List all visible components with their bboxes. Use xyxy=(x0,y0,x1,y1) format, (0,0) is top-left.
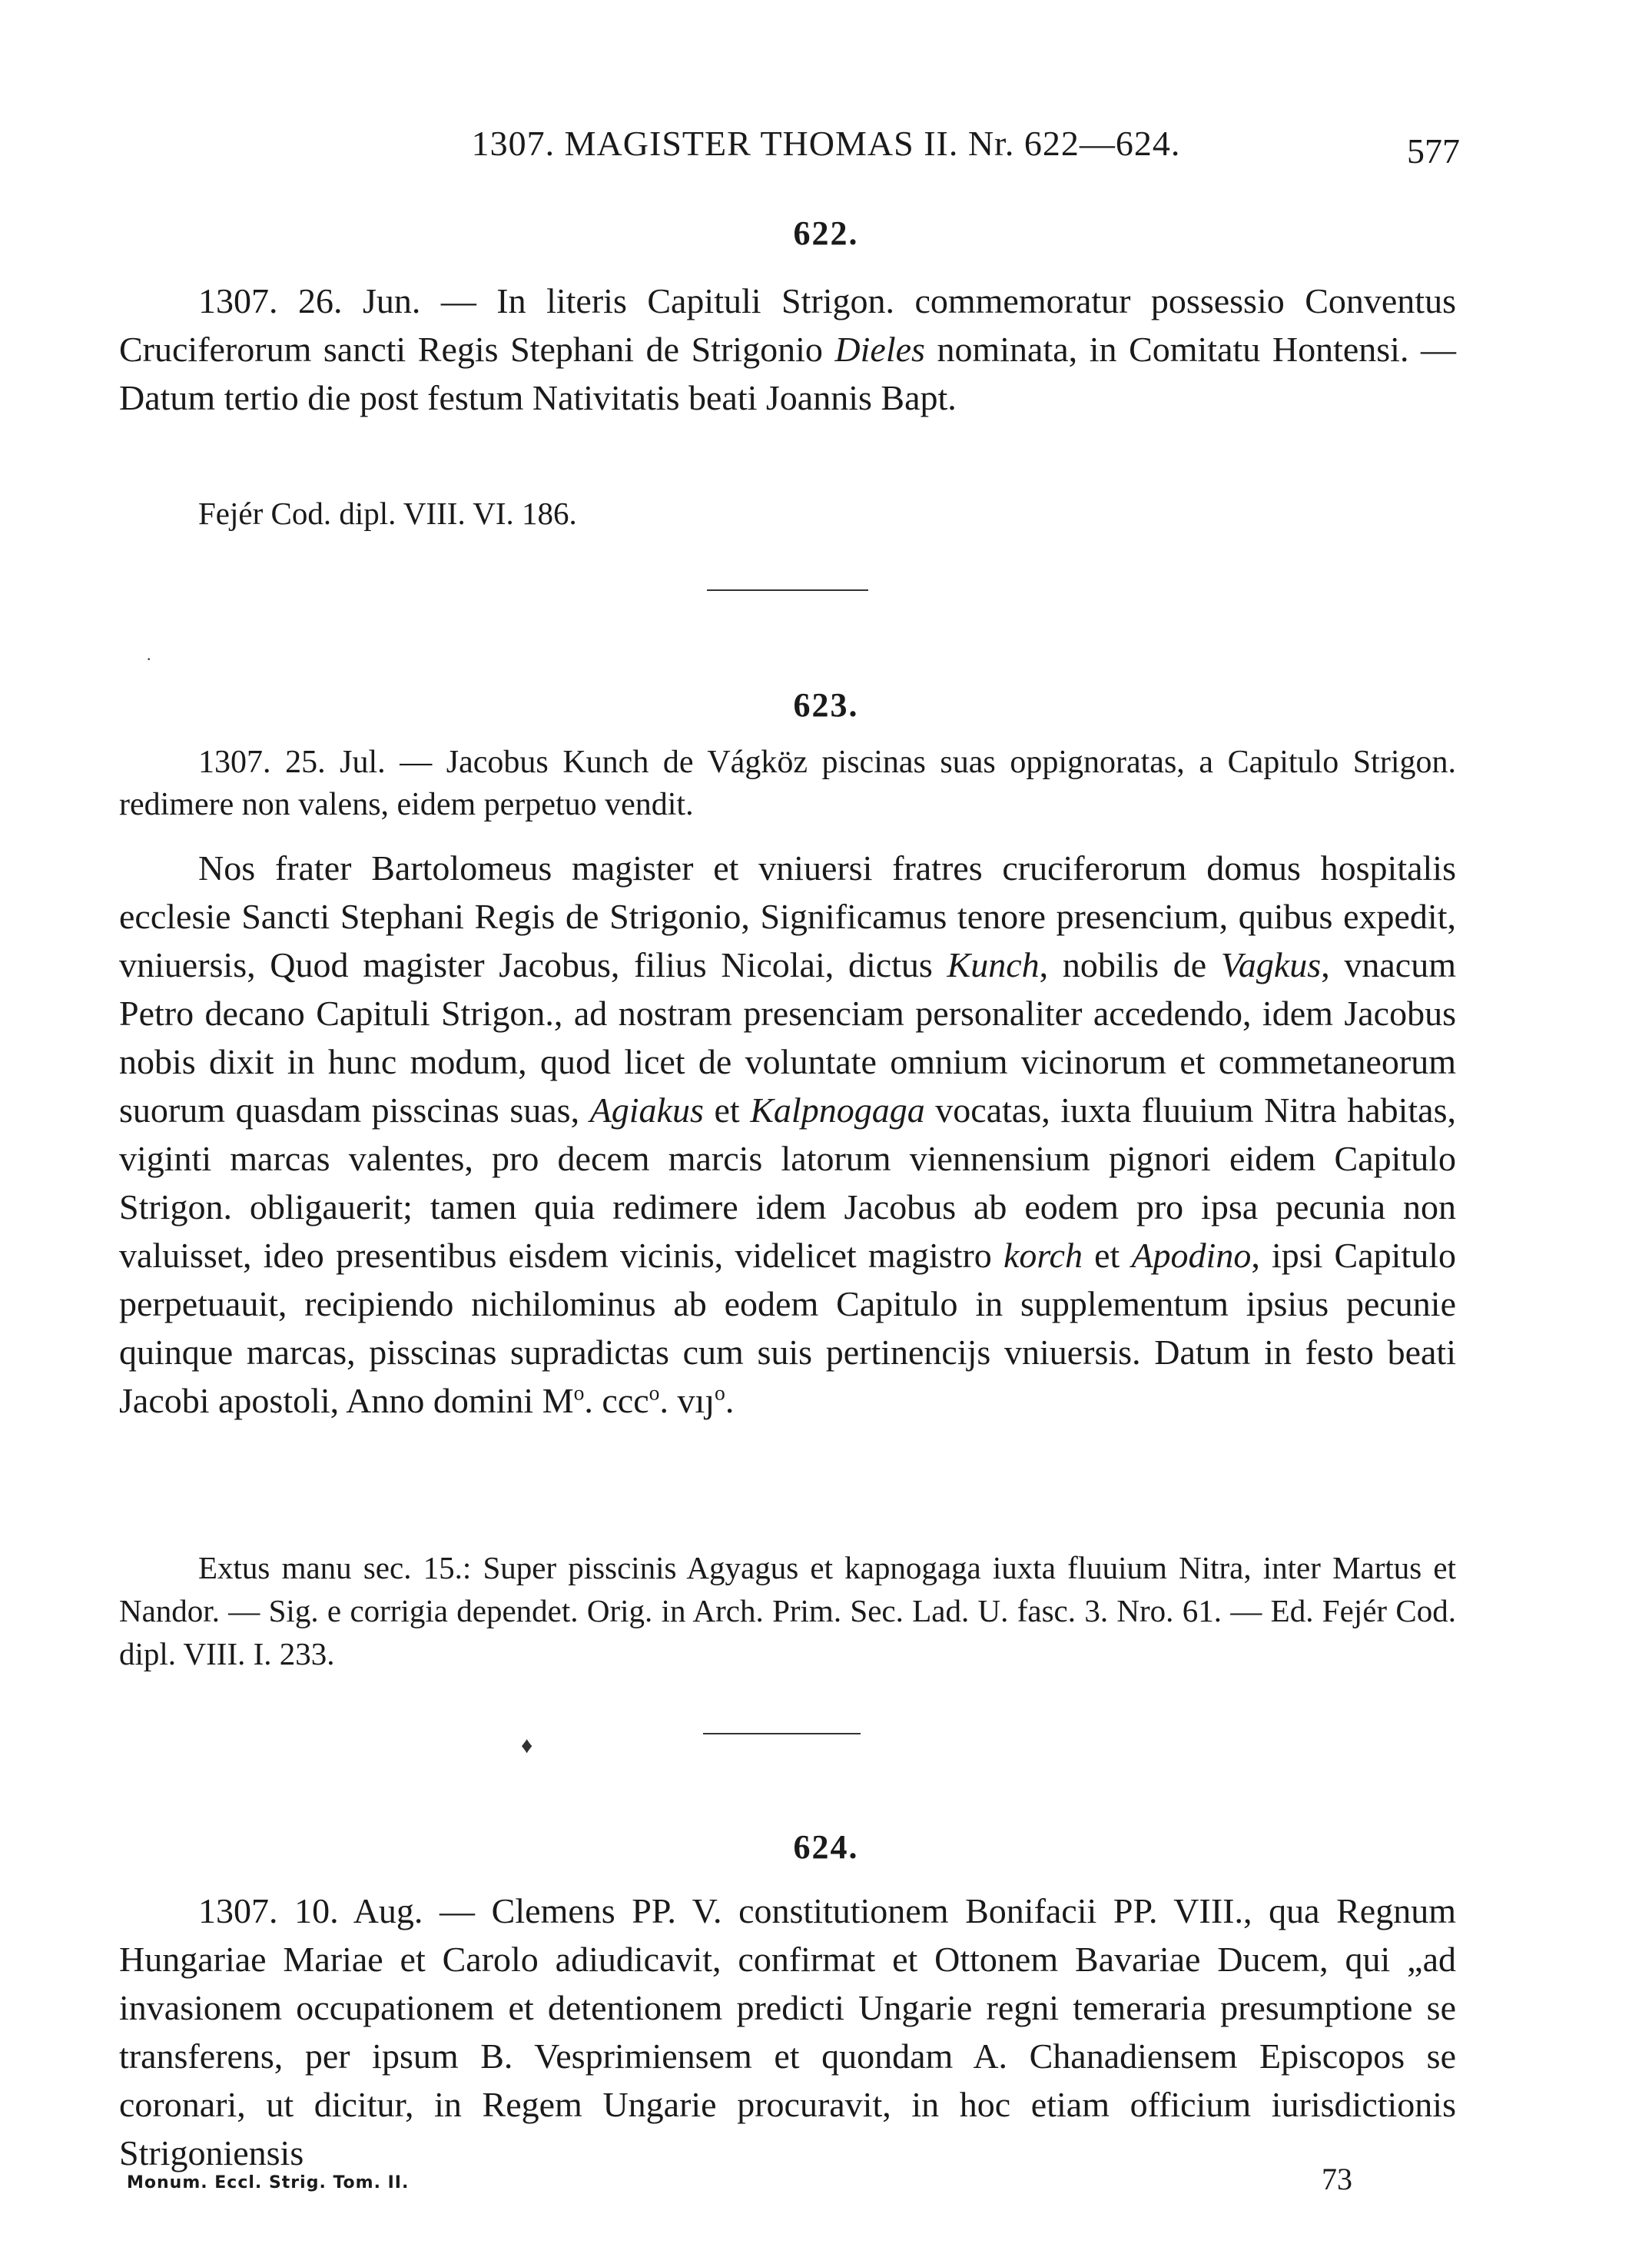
charter-text: Nos frater Bartolomeus magister et vniuersi fratres cruciferorum domus hospitalis ecclesie Sancti Stephani Regis de Strigonio, Significamus tenore presencium, quibus expedit, vniuersis, Quod magister Jacobus, filius Nicolai, dictus xyxy=(119,848,1456,984)
person-name: Kunch xyxy=(947,945,1040,984)
person-name: korch xyxy=(1003,1236,1083,1275)
doc-624-number: 624. xyxy=(793,1828,859,1866)
charter-text: , vnacum Petro decano Capituli Strigon., ad nostram presenciam personaliter accedendo, idem Jacobus nobis dixit in hunc modum, quod licet de voluntate omnium vicinorum et commetaneorum suorum quasdam pisscinas suas, xyxy=(119,945,1456,1130)
place-name: Dieles xyxy=(834,330,925,369)
doc-622-source: Fejér Cod. dipl. VIII. VI. 186. xyxy=(198,496,577,531)
superscript: o xyxy=(715,1380,725,1405)
place-name: Agiakus xyxy=(589,1090,704,1130)
sheet-number: 73 xyxy=(1322,2162,1352,2196)
divider-rule xyxy=(703,1733,861,1734)
doc-623-note xyxy=(119,1546,1456,1675)
charter-text: . xyxy=(725,1381,735,1420)
doc-623-number: 623. xyxy=(793,686,859,724)
regest-text: 1307. 26. Jun. — In literis Capituli Strigon. commemoratur possessio Conventus Cruciferorum sancti Regis Stephani de Strigonio xyxy=(119,281,1456,369)
charter-text: et xyxy=(703,1090,751,1130)
place-name: Vagkus xyxy=(1220,945,1322,984)
running-title: 1307. MAGISTER THOMAS II. Nr. 622—624. xyxy=(471,124,1181,163)
speck-mark: ♦ xyxy=(521,1733,533,1758)
regest-text: 1307. 25. Jul. — Jacobus Kunch de Vágköz piscinas suas oppignoratas, a Capitulo Strigon. redimere non valens, eidem perpetuo vendit. xyxy=(119,745,1456,822)
charter-text: et xyxy=(1082,1236,1132,1275)
regest-text: 1307. 10. Aug. — Clemens PP. V. constitutionem Bonifacii PP. VIII., qua Regnum Hungariae Mariae et Carolo adiudicavit, confirmat et Ottonem Bavariae Ducem, qui „ad invasionem occupationem et detentionem predicti Ungarie regni temeraria presumptione se transferens, per ipsum B. Vesprimiensem et quondam A. Chanadiensem Episcopos se coronari, ut dicitur, in Regem Ungarie procuravit, in hoc etiam officium iurisdictionis Strigoniensis xyxy=(119,1891,1456,2172)
speck-mark: · xyxy=(146,649,152,669)
regest-text: nominata, in Comitatu Hontensi. — Datum tertio die post festum Nativitatis beati Joannis Bapt. xyxy=(119,330,1457,417)
person-name: Apodino xyxy=(1131,1236,1252,1275)
note-text: Extus manu sec. 15.: Super pisscinis Agyagus et kapnogaga iuxta fluuium Nitra, inter Martus et Nandor. — Sig. e corrigia dependet. Orig. in Arch. Prim. Sec. Lad. U. fasc. 3. Nro. 61. — Ed. Fejér Cod. dipl. VIII. I. 233. xyxy=(119,1550,1456,1671)
charter-text: , nobilis de xyxy=(1039,945,1221,984)
charter-text: . ccc xyxy=(584,1381,649,1420)
doc-622-number: 622. xyxy=(793,214,859,252)
charter-text: vocatas, iuxta fluuium Nitra habitas, viginti marcas valentes, pro decem marcis latorum viennensium pignori eidem Capitulo Strigon. obligauerit; tamen quia redimere idem Jacobus ab eodem pro ipsa pecunia non valuisset, ideo presentibus eisdem vicinis, videlicet magistro xyxy=(119,1090,1456,1275)
divider-rule xyxy=(707,589,868,591)
running-head xyxy=(0,123,1652,169)
page-number: 577 xyxy=(1407,131,1460,171)
charter-text: . vıȷ xyxy=(659,1381,715,1420)
doc-622-regest xyxy=(119,277,1456,422)
doc-623-charter-text xyxy=(119,844,1456,1425)
place-name: Kalpnogaga xyxy=(750,1090,925,1130)
superscript: o xyxy=(573,1380,585,1405)
doc-623-regest xyxy=(119,742,1456,826)
doc-624-regest xyxy=(119,1887,1456,2177)
superscript: o xyxy=(649,1380,660,1405)
sheet-signature: Monum. Eccl. Strig. Tom. II. xyxy=(127,2173,410,2192)
charter-text: , ipsi Capitulo perpetuauit, recipiendo nichilominus ab eodem Capitulo in supplementum ipsius pecunie quinque marcas, pisscinas supradictas cum suis pertinencijs vniuersis. Datum in festo beati Jacobi apostoli, Anno domini M xyxy=(119,1236,1456,1420)
